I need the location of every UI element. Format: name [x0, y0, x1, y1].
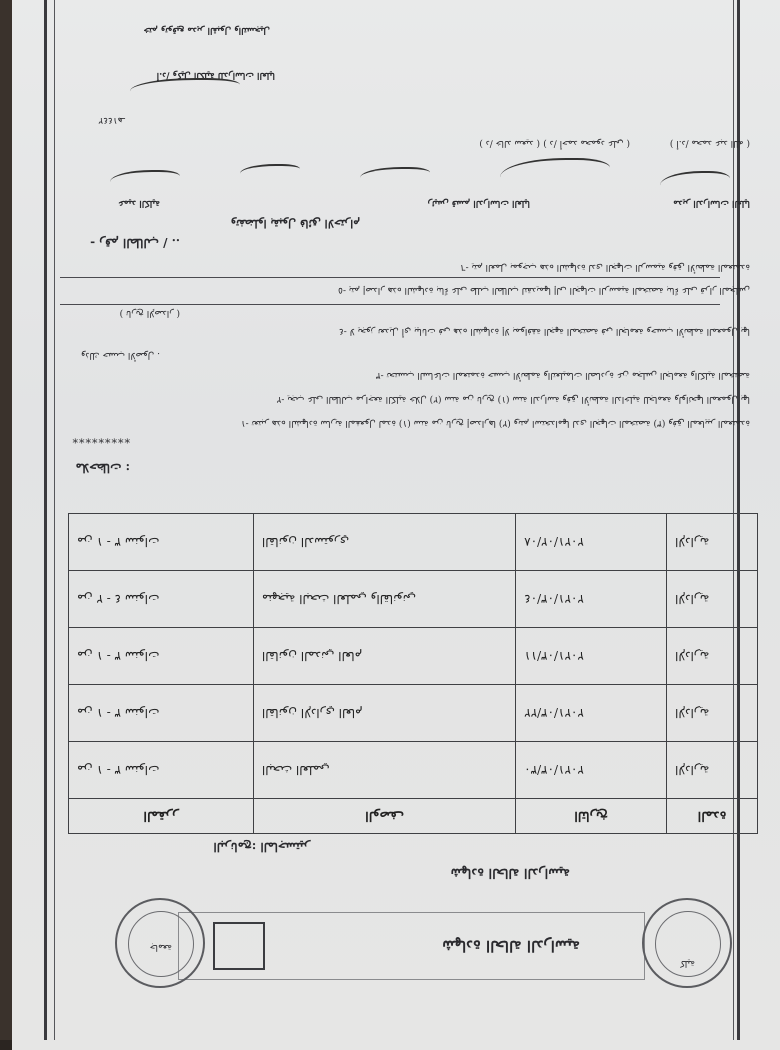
- header-term: المدة: [666, 799, 757, 834]
- document-heading: شهادة الحالة الدراسية: [450, 865, 570, 880]
- header-title: شهادة الحالة الدراسية: [442, 937, 580, 955]
- cell-course: القانون الدستوري: [253, 514, 515, 571]
- cell-course: القانون المدني العام: [253, 628, 515, 685]
- cell-desc: الإدارية: [666, 742, 757, 799]
- cell-desc: الإدارية: [666, 685, 757, 742]
- cell-date: ٢٠٢١/٠٣/٣٠: [516, 742, 667, 799]
- date-note: ١٤٤٢هـ: [98, 115, 125, 125]
- note-item: وذلك حسب الأصول .: [80, 350, 160, 360]
- signatory-name: ( د/ أحمد محمود علي ): [543, 138, 630, 148]
- header-course: المقرر: [69, 799, 254, 834]
- courses-table: [68, 513, 758, 834]
- table-row: [69, 571, 758, 628]
- cell-desc: الإدارية: [666, 628, 757, 685]
- table-row: [69, 628, 758, 685]
- notes-label: ملاحظات :: [75, 461, 130, 475]
- signature-mark: [130, 78, 240, 100]
- note-item: ٦- يتم العمل بموجب هذه الشهادة لدى الجهات الرسمية وفق الأنظمة المعتمدة: [460, 262, 750, 272]
- university-seal-text: جامعة: [149, 942, 172, 952]
- note-divider: [60, 277, 720, 278]
- cell-date: ٢٠٢١/٠٣/١١: [516, 628, 667, 685]
- signature-role: مدير الدراسات العليا: [673, 198, 750, 208]
- reference-line: - رقم الطالب / ..: [90, 236, 180, 250]
- cell-desc: الإدارية: [666, 571, 757, 628]
- left-seal: [642, 898, 732, 988]
- footer-text: ختم وتوقيع مدير القبول والتسجيل: [143, 25, 270, 35]
- notes-stars: *********: [71, 432, 130, 445]
- header-desc: الوصف: [253, 799, 515, 834]
- note-item: ٢- يجب على الطالب مراجعة الكلية خلال (٢) سنة من تاريخ (١) سنة الدراسة وفق الأنظمة الداخلية للجامعة ولوائحها المعمول بها: [276, 394, 750, 404]
- seal-caption: كلية: [680, 958, 695, 968]
- cell-course: البحث العلمي: [253, 742, 515, 799]
- table-row: [69, 742, 758, 799]
- university-logo: [213, 922, 265, 970]
- note-item: ٥- يتم إصدار هذه الشهادة بناءً على طلب الطالب لتقديمها إلى الجهات الرسمية المختصة بناءً على قرار المجلس: [338, 285, 750, 295]
- signature-role: عميد الكلية: [118, 198, 160, 208]
- table-row: [69, 514, 758, 571]
- signature-mark: [660, 171, 730, 195]
- cell-term: من ١ - ٣ سنوات: [69, 742, 254, 799]
- table-row: [69, 685, 758, 742]
- note-divider: [60, 304, 720, 305]
- program-line: البرنامج: الماجستير: [213, 840, 310, 854]
- note-item: ٤- لا يجوز تعديل أي بيانات في هذه الشهادة إلا بموافقة الجهة المختصة في الجامعة وحسب الأنظمة المعمول بها: [338, 326, 750, 336]
- cell-course: القانون الإداري العام: [253, 685, 515, 742]
- registrar-line: أ.د/ وكيل الكلية للدراسات العليا: [156, 70, 275, 80]
- cell-term: من ١ - ٣ سنوات: [69, 628, 254, 685]
- signature-mark: [110, 170, 180, 190]
- cell-course: منهجية البحث العلمي والقانوني: [253, 571, 515, 628]
- signatory-name: ( د/ خالد سعيد ): [479, 138, 540, 148]
- table-header-row: [69, 799, 758, 834]
- cell-date: ٢٠٢١/٠٣/٢٢: [516, 685, 667, 742]
- cell-term: من ٢ - ٤ سنوات: [69, 571, 254, 628]
- cell-term: من ١ - ٣ سنوات: [69, 685, 254, 742]
- cell-date: ٢٠٢١/٠٢/٠٨: [516, 514, 667, 571]
- signature-role: رئيس قسم الدراسات العليا: [427, 198, 530, 208]
- cell-term: من ١ - ٣ سنوات: [69, 514, 254, 571]
- note-item: ١- تعتبر هذه الشهادة سارية المفعول لمدة (١) سنة من تاريخ إصدارها (٢) ويتم استخدامها لدى الجهات المختصة (٣) وفق المعايير المعتمدة: [240, 418, 750, 428]
- note-item: ٣- تحتسب الساعات المعتمدة حسب الأنظمة والتعليمات الصادرة عن مجلس الجامعة والكلية المختصة: [375, 370, 750, 380]
- header-date: التاريخ: [516, 799, 667, 834]
- cell-date: ٢٠٢١/٠٣/٠٤: [516, 571, 667, 628]
- signature-mark: [360, 167, 430, 185]
- signatory-name: ( أ.د/ محمد عبد الله ): [669, 138, 750, 148]
- approval-text: وتفضلوا بقبول فائق الاحترام: [230, 217, 360, 230]
- cell-desc: الإدارية: [666, 514, 757, 571]
- signature-mark: [240, 164, 300, 180]
- note-item: ( تاريخ الإصدار ): [119, 308, 180, 318]
